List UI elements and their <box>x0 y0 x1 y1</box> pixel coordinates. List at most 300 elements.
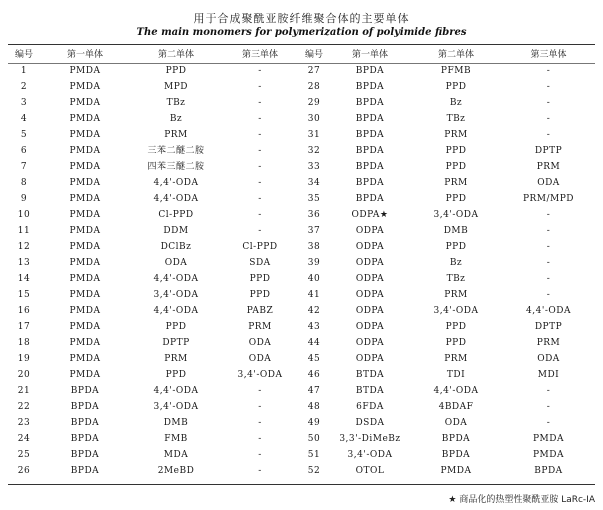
cell-text: PRM <box>164 130 188 140</box>
cell-first-monomer <box>40 239 130 255</box>
cell-text: 50 <box>307 434 321 444</box>
cell-second-monomer <box>130 63 222 79</box>
cell-text: PPD <box>165 322 187 332</box>
cell-second-monomer <box>130 415 222 431</box>
cell-text: - <box>546 258 551 268</box>
cell-first-monomer <box>40 223 130 239</box>
cell-text: BPDA <box>70 466 100 476</box>
cell-second-monomer <box>130 95 222 111</box>
cell-second-monomer <box>130 399 222 415</box>
cell-third-monomer <box>502 271 595 287</box>
cell-text: MPD <box>164 82 188 92</box>
cell-text: PMDA <box>69 322 101 332</box>
cell-text: MDA <box>163 450 189 460</box>
cell-text: TBz <box>446 274 466 284</box>
cell-third-monomer <box>502 319 595 335</box>
table-row <box>8 303 595 319</box>
cell-first-monomer <box>40 415 130 431</box>
cell-text: 30 <box>307 114 321 124</box>
cell-text: PPD <box>249 274 271 284</box>
cell-text: 51 <box>307 450 321 460</box>
cell-first-monomer <box>330 351 410 367</box>
cell-no <box>8 319 40 335</box>
cell-second-monomer <box>410 127 502 143</box>
cell-text: PMDA <box>69 146 101 156</box>
cell-text: PMDA <box>69 178 101 188</box>
table-title-cn: 用于合成聚酰亚胺纤维聚合体的主要单体 <box>193 12 410 25</box>
cell-text: - <box>258 466 262 476</box>
cell-text: 4,4'-ODA <box>153 386 199 396</box>
cell-text: BTDA <box>355 370 385 380</box>
cell-text: DClBz <box>160 242 192 252</box>
cell-third-monomer <box>502 447 595 463</box>
star-mark-icon: ★ <box>379 210 389 220</box>
table-row <box>8 143 595 159</box>
cell-no <box>298 63 330 79</box>
cell-second-monomer <box>130 223 222 239</box>
cell-no <box>298 367 330 383</box>
cell-text: ODA <box>537 178 560 188</box>
cell-text: PPD <box>445 194 467 204</box>
cell-text: 1 <box>20 66 28 76</box>
cell-no <box>298 351 330 367</box>
table-footnote: ★ 商品化的热塑性聚酰亚胺 LaRc-IA <box>448 495 595 505</box>
cell-text: 31 <box>307 130 321 140</box>
cell-text: 29 <box>307 98 321 108</box>
cell-text: Bz <box>449 98 463 108</box>
cell-first-monomer <box>330 383 410 399</box>
cell-text: MDI <box>537 370 560 380</box>
cell-second-monomer <box>130 447 222 463</box>
cell-no <box>8 143 40 159</box>
cell-text: PPD <box>165 66 187 76</box>
table-row <box>8 415 595 431</box>
cell-text: BPDA <box>441 434 471 444</box>
cell-text: BPDA <box>355 194 385 204</box>
cell-second-monomer <box>410 351 502 367</box>
monomer-table <box>8 48 595 479</box>
cell-text: 52 <box>307 466 321 476</box>
cell-no <box>298 143 330 159</box>
cell-third-monomer <box>222 431 298 447</box>
table-row <box>8 239 595 255</box>
cell-third-monomer <box>502 399 595 415</box>
cell-first-monomer <box>330 335 410 351</box>
cell-second-monomer <box>410 111 502 127</box>
cell-text: 49 <box>307 418 321 428</box>
cell-third-monomer <box>222 175 298 191</box>
cell-text: 11 <box>17 226 31 236</box>
cell-text: 35 <box>307 194 321 204</box>
cell-text: 21 <box>17 386 31 396</box>
cell-text: ODPA <box>355 242 385 252</box>
cell-text: DMB <box>163 418 189 428</box>
cell-text: - <box>546 130 551 140</box>
cell-third-monomer <box>222 383 298 399</box>
cell-third-monomer <box>502 223 595 239</box>
table-row <box>8 351 595 367</box>
cell-first-monomer <box>330 303 410 319</box>
cell-third-monomer <box>222 335 298 351</box>
cell-text: PPD <box>445 162 467 172</box>
cell-text: 39 <box>307 258 321 268</box>
cell-third-monomer <box>222 415 298 431</box>
cell-text: 20 <box>17 370 31 380</box>
cell-third-monomer <box>222 63 298 79</box>
cell-no <box>298 239 330 255</box>
cell-first-monomer <box>330 111 410 127</box>
cell-text: 47 <box>307 386 321 396</box>
cell-no <box>298 447 330 463</box>
cell-text: 25 <box>17 450 31 460</box>
cell-third-monomer <box>502 383 595 399</box>
cell-text: BPDA <box>355 178 385 188</box>
table-row <box>8 271 595 287</box>
cell-text: - <box>258 418 262 428</box>
cell-text: - <box>546 386 551 396</box>
cell-second-monomer <box>130 143 222 159</box>
cell-text: PMDA <box>69 210 101 220</box>
cell-text: BPDA <box>70 434 100 444</box>
cell-text: TBz <box>166 98 186 108</box>
cell-no <box>298 399 330 415</box>
cell-text: - <box>546 402 551 412</box>
cell-text: 32 <box>307 146 321 156</box>
cell-text: PMDA <box>69 226 101 236</box>
cell-text: - <box>546 82 551 92</box>
cell-no <box>8 255 40 271</box>
cell-no <box>298 303 330 319</box>
cell-text: 40 <box>307 274 321 284</box>
cell-third-monomer <box>502 367 595 383</box>
cell-text: Cl-PPD <box>242 242 278 252</box>
cell-third-monomer <box>502 79 595 95</box>
cell-second-monomer <box>130 367 222 383</box>
cell-first-monomer <box>40 399 130 415</box>
cell-first-monomer <box>40 95 130 111</box>
cell-first-monomer <box>40 271 130 287</box>
cell-text: 41 <box>307 290 321 300</box>
cell-first-monomer <box>330 399 410 415</box>
cell-text: PPD <box>445 82 467 92</box>
cell-first-monomer <box>330 127 410 143</box>
cell-text: PMDA <box>440 466 472 476</box>
cell-text: Bz <box>449 258 463 268</box>
cell-no <box>8 447 40 463</box>
cell-first-monomer <box>330 63 410 79</box>
cell-text: 7 <box>20 162 28 172</box>
cell-second-monomer <box>130 255 222 271</box>
table-row <box>8 95 595 111</box>
header-no: 编号 <box>14 50 33 60</box>
table-row <box>8 63 595 79</box>
cell-third-monomer <box>502 175 595 191</box>
cell-no <box>298 463 330 479</box>
cell-text: ODA <box>537 354 560 364</box>
cell-text: - <box>258 146 262 156</box>
cell-text: PRM <box>536 338 561 348</box>
cell-second-monomer <box>410 383 502 399</box>
cell-text: 3,4'-ODA <box>347 450 393 460</box>
cell-second-monomer <box>130 159 222 175</box>
table-row <box>8 335 595 351</box>
cell-text: 22 <box>17 402 31 412</box>
cell-first-monomer <box>330 287 410 303</box>
table-row <box>8 367 595 383</box>
cell-text: ODA <box>248 354 272 364</box>
cell-text: ODPA <box>355 258 385 268</box>
cell-text: PMDA <box>533 434 564 444</box>
cell-third-monomer <box>222 159 298 175</box>
table-row <box>8 319 595 335</box>
cell-text: DPTP <box>162 338 190 348</box>
header-first-monomer: 第一单体 <box>351 50 388 60</box>
cell-first-monomer <box>330 143 410 159</box>
cell-text: BPDA <box>355 162 385 172</box>
cell-third-monomer <box>222 239 298 255</box>
cell-text: BPDA <box>70 402 100 412</box>
cell-text: BPDA <box>70 386 100 396</box>
cell-second-monomer <box>410 271 502 287</box>
cell-second-monomer <box>410 367 502 383</box>
cell-third-monomer <box>222 111 298 127</box>
cell-first-monomer <box>330 207 410 223</box>
cell-text: 10 <box>17 210 31 220</box>
cell-text: PMDA <box>69 114 101 124</box>
cell-first-monomer <box>330 319 410 335</box>
cell-no <box>8 271 40 287</box>
cell-text: - <box>258 450 262 460</box>
header-third-monomer: 第三单体 <box>241 50 278 60</box>
cell-text: PRM <box>444 354 468 364</box>
cell-first-monomer <box>330 95 410 111</box>
cell-text: BPDA <box>441 450 471 460</box>
cell-third-monomer <box>502 351 595 367</box>
cell-no <box>298 223 330 239</box>
cell-text: BPDA <box>70 450 100 460</box>
cell-text: 34 <box>307 178 321 188</box>
cell-first-monomer <box>40 175 130 191</box>
cell-no <box>8 175 40 191</box>
cell-first-monomer <box>40 463 130 479</box>
cell-text: - <box>546 66 551 76</box>
table-row <box>8 111 595 127</box>
table-row <box>8 79 595 95</box>
cell-second-monomer <box>410 415 502 431</box>
cell-first-monomer <box>330 271 410 287</box>
cell-first-monomer <box>40 335 130 351</box>
cell-first-monomer <box>40 127 130 143</box>
cell-second-monomer <box>410 255 502 271</box>
cell-second-monomer <box>130 271 222 287</box>
cell-text: 37 <box>307 226 321 236</box>
cell-text: OTOL <box>355 466 385 476</box>
cell-first-monomer <box>40 63 130 79</box>
cell-text: BPDA <box>70 418 100 428</box>
cell-second-monomer <box>410 335 502 351</box>
cell-text: PPD <box>445 322 467 332</box>
cell-no <box>298 127 330 143</box>
cell-text: Bz <box>169 114 183 124</box>
cell-text: - <box>546 274 551 284</box>
cell-text: - <box>258 98 262 108</box>
cell-no <box>8 431 40 447</box>
cell-text: 3,4'-ODA <box>433 306 479 316</box>
cell-text: DDM <box>163 226 189 236</box>
cell-second-monomer <box>410 159 502 175</box>
cell-text: 6 <box>20 146 28 156</box>
cell-text: PMDA <box>69 98 101 108</box>
cell-text: BPDA <box>355 130 385 140</box>
cell-text: PPD <box>445 242 467 252</box>
cell-first-monomer <box>40 207 130 223</box>
cell-text: PPD <box>249 290 271 300</box>
cell-third-monomer <box>502 415 595 431</box>
cell-first-monomer <box>330 239 410 255</box>
cell-second-monomer <box>130 127 222 143</box>
cell-text: PMDA <box>69 162 101 172</box>
cell-text: 2MeBD <box>157 466 195 476</box>
cell-no <box>8 463 40 479</box>
cell-no <box>298 255 330 271</box>
cell-text: BPDA <box>355 146 385 156</box>
cell-text: ODPA <box>355 354 385 364</box>
cell-text: 18 <box>17 338 31 348</box>
cell-third-monomer <box>222 79 298 95</box>
top-rule <box>8 44 595 45</box>
cell-first-monomer <box>40 287 130 303</box>
cell-no <box>8 207 40 223</box>
cell-text: BPDA <box>534 466 563 476</box>
cell-second-monomer <box>130 287 222 303</box>
cell-text: PRM <box>164 354 188 364</box>
cell-no <box>8 95 40 111</box>
cell-text: PMDA <box>69 242 101 252</box>
cell-text: 3,4'-ODA <box>433 210 479 220</box>
cell-text: - <box>258 210 262 220</box>
cell-text: TBz <box>446 114 466 124</box>
cell-text: 26 <box>17 466 31 476</box>
cell-no <box>8 287 40 303</box>
cell-text: 9 <box>20 194 28 204</box>
cell-third-monomer <box>502 143 595 159</box>
bottom-rule <box>8 484 595 485</box>
cell-first-monomer <box>40 159 130 175</box>
cell-text: 13 <box>17 258 31 268</box>
cell-text: DPTP <box>534 146 563 156</box>
cell-text: - <box>258 114 262 124</box>
cell-no <box>8 191 40 207</box>
cell-text: 16 <box>17 306 31 316</box>
cell-text: BPDA <box>355 114 385 124</box>
cell-text: ODPA <box>355 274 385 284</box>
cell-first-monomer <box>40 303 130 319</box>
cell-text: PPD <box>165 370 187 380</box>
table-title-en: The main monomers for polymerization of polyimide fibres <box>136 27 467 38</box>
cell-text: 43 <box>307 322 321 332</box>
header-third-monomer: 第三单体 <box>530 50 567 60</box>
cell-text: 4BDAF <box>438 402 474 412</box>
cell-third-monomer <box>222 463 298 479</box>
cell-text: PMDA <box>69 370 101 380</box>
cell-text: PRM <box>248 322 272 332</box>
cell-text: PMDA <box>69 82 101 92</box>
header-first-monomer: 第一单体 <box>66 50 103 60</box>
cell-no <box>298 431 330 447</box>
cell-second-monomer <box>130 431 222 447</box>
cell-no <box>8 159 40 175</box>
cell-text: 17 <box>17 322 31 332</box>
cell-no <box>8 223 40 239</box>
cell-third-monomer <box>502 239 595 255</box>
cell-text: - <box>258 402 262 412</box>
cell-text: ODA <box>164 258 188 268</box>
cell-no <box>8 367 40 383</box>
cell-text: - <box>258 178 262 188</box>
cell-second-monomer <box>130 175 222 191</box>
cell-second-monomer <box>130 303 222 319</box>
cell-text: 28 <box>307 82 321 92</box>
cell-text: 4,4'-ODA <box>153 274 199 284</box>
cell-text: - <box>258 66 262 76</box>
cell-second-monomer <box>410 207 502 223</box>
cell-no <box>8 335 40 351</box>
cell-third-monomer <box>222 191 298 207</box>
cell-second-monomer <box>410 447 502 463</box>
cell-third-monomer <box>502 303 595 319</box>
table-row <box>8 191 595 207</box>
table-row <box>8 399 595 415</box>
table-row <box>8 175 595 191</box>
cell-no <box>8 415 40 431</box>
table-row <box>8 223 595 239</box>
cell-no <box>298 191 330 207</box>
cell-third-monomer <box>502 207 595 223</box>
cell-no <box>8 63 40 79</box>
cell-text: 44 <box>307 338 321 348</box>
cell-text: PRM <box>536 162 561 172</box>
cell-no <box>8 239 40 255</box>
cell-text: 4,4'-ODA <box>153 178 199 188</box>
cell-first-monomer <box>40 383 130 399</box>
cell-no <box>8 79 40 95</box>
table-row <box>8 159 595 175</box>
cell-text: 42 <box>307 306 321 316</box>
cell-text: - <box>546 210 551 220</box>
cell-text: - <box>258 194 262 204</box>
cell-second-monomer <box>410 287 502 303</box>
cell-text: ODPA <box>355 226 385 236</box>
cell-no <box>298 159 330 175</box>
cell-text: TDI <box>446 370 466 380</box>
cell-second-monomer <box>410 303 502 319</box>
header-second-monomer: 第二单体 <box>157 50 194 60</box>
cell-text: PMDA <box>69 306 101 316</box>
cell-text: 5 <box>20 130 28 140</box>
cell-first-monomer <box>330 415 410 431</box>
cell-text: ODPA <box>355 290 385 300</box>
table-row <box>8 431 595 447</box>
cell-text: 4,4'-ODA <box>433 386 479 396</box>
cell-text: PRM/MPD <box>522 194 575 204</box>
cell-no <box>298 335 330 351</box>
cell-text: - <box>546 226 551 236</box>
cell-first-monomer <box>330 79 410 95</box>
cell-text: 3,3'-DiMeBz <box>339 434 401 444</box>
cell-second-monomer <box>130 335 222 351</box>
cell-text: 38 <box>307 242 321 252</box>
cell-text: 23 <box>17 418 31 428</box>
